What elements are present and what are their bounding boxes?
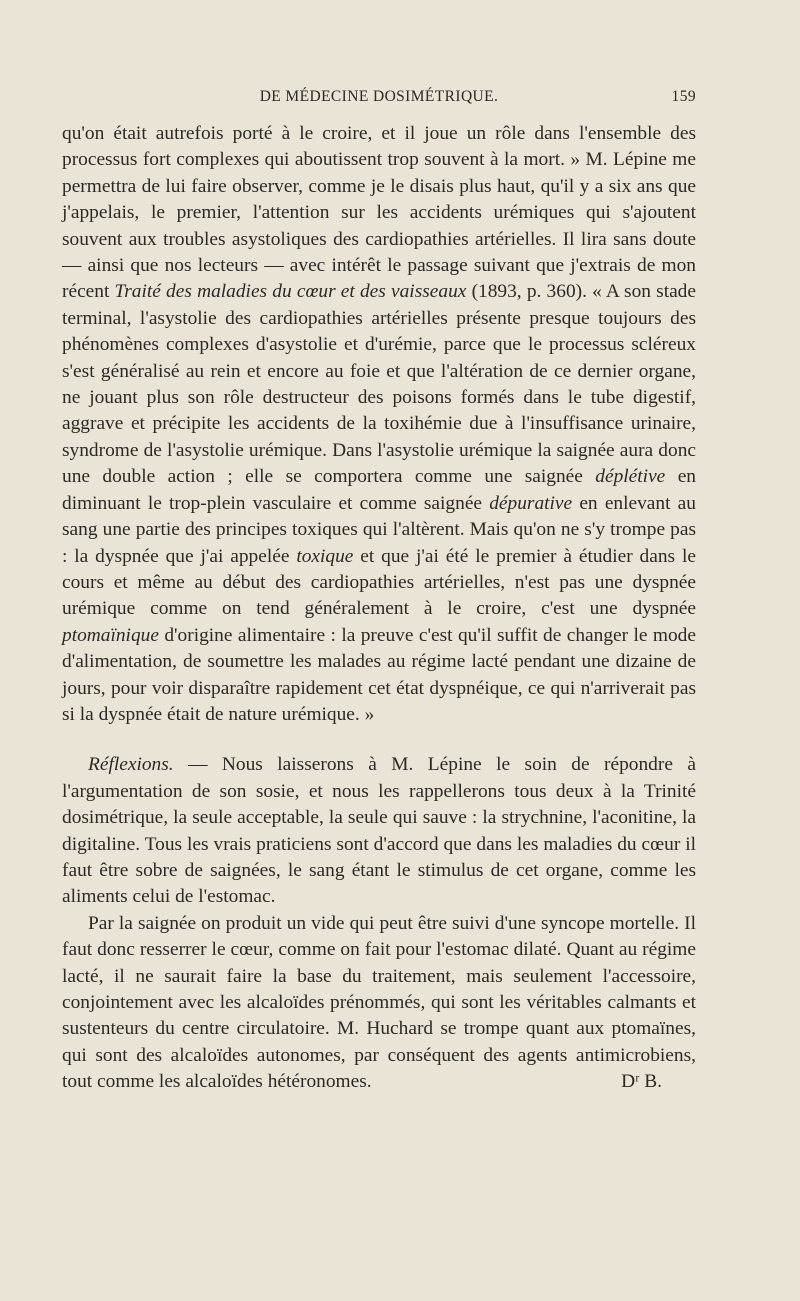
- italic-term: dépurative: [489, 492, 573, 514]
- text-run: et que j'ai été le premier à étudier dans le cours et même au début des cardiopathies artérielles, n'est pas une dyspnée urémique comme on tend généralement à le croire, c'est une dyspnée: [62, 545, 696, 620]
- paragraph-lepine-quote: [62, 121, 696, 728]
- signature: Dʳ B.: [621, 1071, 662, 1093]
- italic-term: déplétive: [595, 466, 666, 488]
- text-run: d'origine alimentaire : la preuve c'est qu'il suffit de changer le mode d'alimentation, de soumettre les malades au régime lacté pendant une dizaine de jours, pour voir disparaître rapidement cet état dyspnéique, ce qui n'arriverait pas si la dyspnée était de nature urémique. »: [62, 624, 696, 725]
- text-run: — Nous laisserons à M. Lépine le soin de répondre à l'argumentation de son sosie, et nous les rappellerons tous deux à la Trinité dosimétrique, la seule acceptable, la seule qui sauve : la strychnine, l'aconitine, la digitaline. Tous les vrais praticiens sont d'accord que dans les maladies du cœur il faut être sobre de saignées, le sang étant le stimulus de cet organe, comme les aliments celui de l'estomac.: [62, 754, 696, 908]
- italic-book-title: Traité des maladies du cœur et des vaisseaux: [114, 281, 467, 303]
- italic-term: ptomaïnique: [62, 624, 159, 646]
- page-header: [62, 88, 696, 112]
- text-run: en diminuant le trop-plein vasculaire et comme saignée: [62, 466, 696, 514]
- page-body: [62, 121, 696, 1096]
- text-run: Par la saignée on produit un vide qui peut être suivi d'une syncope mortelle. Il faut donc resserrer le cœur, comme on fait pour l'estomac dilaté. Quant au régime lacté, il ne saurait faire la base du traitement, mais seulement l'accessoire, conjointement avec les alcaloïdes prénommés, qui sont les véritables calmants et sustenteurs du centre circulatoire. M. Huchard se trompe quant aux ptomaïnes, qui sont des alcaloïdes autonomes, par conséquent des agents antimicrobiens, tout comme les alcaloïdes hétéronomes.: [62, 912, 696, 1093]
- page-number: 159: [671, 88, 696, 105]
- section-lead: Réflexions.: [88, 754, 174, 776]
- paragraph-reflexions: [62, 752, 696, 910]
- text-run: qu'on était autrefois porté à le croire, et il joue un rôle dans l'ensemble des processus fort complexes qui aboutissent trop souvent à la mort. » M. Lépine me permettra de lui faire observer, comme je le disais plus haut, qu'il y a six ans que j'appelais, le premier, l'attention sur les accidents urémiques qui s'ajoutent souvent aux troubles asystoliques des cardiopathies artérielles. Il lira sans doute — ainsi que nos lecteurs — avec intérêt le passage suivant que j'extrais de mon récent: [62, 123, 696, 303]
- paragraph-gap: [62, 728, 696, 752]
- paragraph-closing: [62, 911, 696, 1096]
- running-title: DE MÉDECINE DOSIMÉTRIQUE.: [259, 88, 499, 105]
- text-run: (1893, p. 360). « A son stade terminal, l'asystolie des cardiopathies artérielles présente presque toujours des phénomènes complexes d'asystolie et d'urémie, parce que le processus scléreux s'est généralisé au rein et encore au foie et que l'altération de ce dernier organe, ne jouant plus son rôle destructeur des poisons formés dans le tube digestif, aggrave et précipite les accidents de la toxihémie due à l'insuffisance urinaire, syndrome de l'asystolie urémique. Dans l'asystolie urémique la saignée aura donc une double action ; elle se comportera comme une saignée: [62, 281, 696, 488]
- italic-term: toxique: [296, 545, 354, 567]
- text-run: en enlevant au sang une partie des principes toxiques qui l'altèrent. Mais qu'on ne s'y trompe pas : la dyspnée que j'ai appelée: [62, 492, 696, 567]
